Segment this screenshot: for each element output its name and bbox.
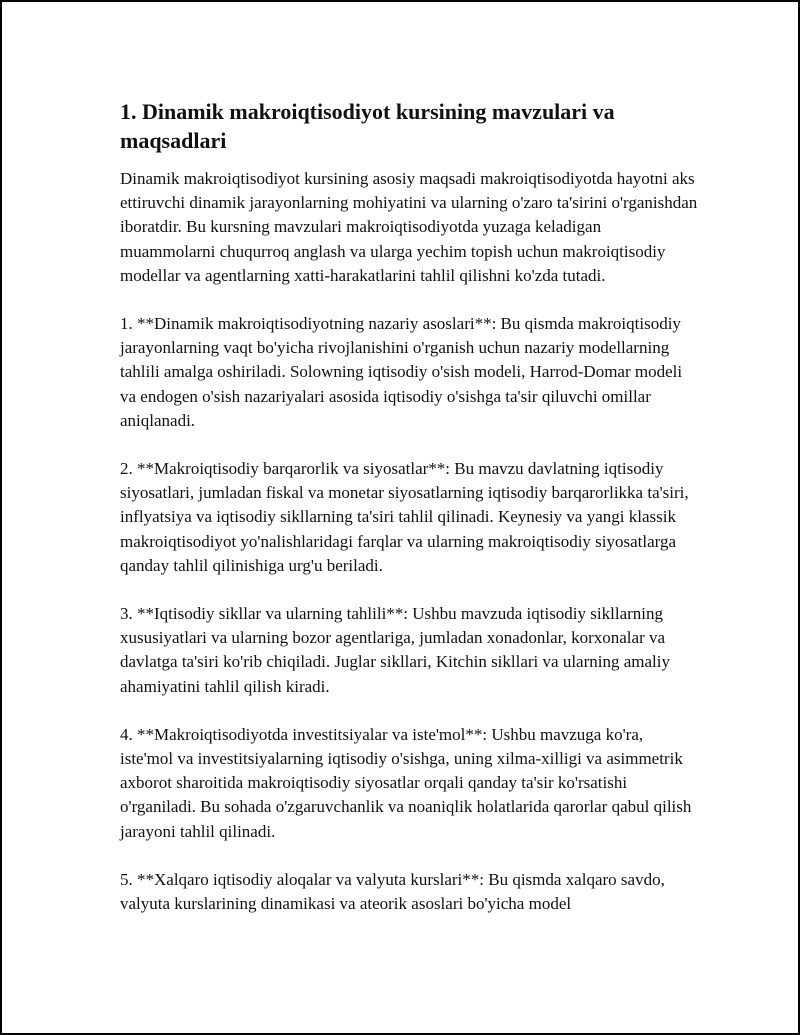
document-content — [120, 97, 698, 940]
topic-paragraph-1: 1. **Dinamik makroiqtisodiyotning nazariy asoslari**: Bu qismda makroiqtisodiy jarayonlarning vaqt bo'yicha rivojlanishini o'rganish uchun nazariy modellarning tahlili amalga oshiriladi. Solowning iqtisodiy o'sish modeli, Harrod-Domar modeli va endogen o'sish nazariyalari asosida iqtisodiy o'sishga ta'sir qiluvchi omillar aniqlanadi. — [120, 314, 683, 430]
topic-paragraph-4: 4. **Makroiqtisodiyotda investitsiyalar va iste'mol**: Ushbu mavzuga ko'ra, iste'mol va investitsiyalarning iqtisodiy o'sishga, uning xilma-xilligi va asimmetrik axborot sharoitida makroiqtisodiy siyosatlar orqali qanday ta'sir ko'rsatishi o'rganiladi. Bu sohada o'zgaruvchanlik va noaniqlik holatlarida qarorlar qabul qilish jarayoni tahlil qilinadi. — [120, 724, 692, 841]
topic-paragraph-3: 3. **Iqtisodiy sikllar va ularning tahlili**: Ushbu mavzuda iqtisodiy sikllarning xususiyatlari va ularning bozor agentlariga, jumladan xonadonlar, korxonalar va davlatga ta'siri ko'rib chiqiladi. Juglar sikllari, Kitchin sikllari va ularning amaliy ahamiyatini tahlil qilish kiradi. — [120, 604, 670, 696]
topic-paragraph-5: 5. **Xalqaro iqtisodiy aloqalar va valyuta kurslari**: Bu qismda xalqaro savdo, valyuta kurslarining dinamikasi va ateorik asoslari bo'yicha model — [120, 869, 665, 914]
topic-paragraph-2: 2. **Makroiqtisodiy barqarorlik va siyosatlar**: Bu mavzu davlatning iqtisodiy siyosatlari, jumladan fiskal va monetar siyosatlarning iqtisodiy barqarorlikka ta'siri, inflyatsiya va iqtisodiy sikllarning ta'siri tahlil qilinadi. Keynesiy va yangi klassik makroiqtisodiyot yo'nalishlaridagi farqlar va ularning makroiqtisodiy siyosatlarga qanday tahlil qilinishiga urg'u beriladi. — [120, 459, 689, 575]
intro-paragraph: Dinamik makroiqtisodiyot kursining asosiy maqsadi makroiqtisodiyotda hayotni aks ettiruvchi dinamik jarayonlarning mohiyatini va ularning o'zaro ta'sirini o'rganishdan iboratdir. Bu kursning mavzulari makroiqtisodiyotda yuzaga keladigan muammolarni chuqurroq anglash va ularga yechim topish uchun makroiqtisodiy modellar va agentlarning xatti-harakatlarini tahlil qilishni ko'zda tutadi. — [120, 169, 698, 285]
section-heading: 1. Dinamik makroiqtisodiyot kursining mavzulari va maqsadlari — [120, 99, 615, 153]
